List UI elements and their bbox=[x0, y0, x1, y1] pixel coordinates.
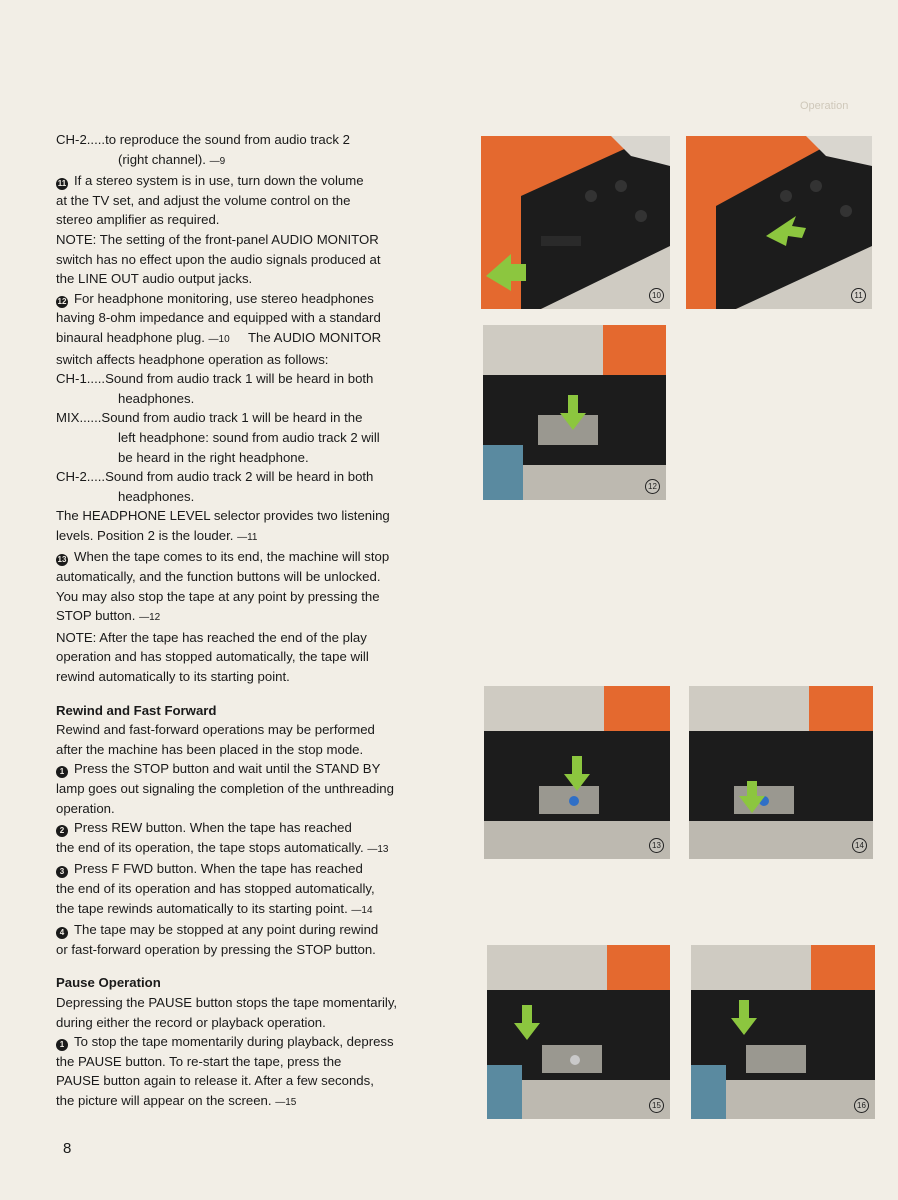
section-heading-pause: Pause Operation bbox=[56, 975, 161, 991]
step-bullet: 13 bbox=[57, 555, 67, 565]
bleed-through-text: Operation bbox=[800, 100, 849, 112]
text-line: 2 Press REW button. When the tape has reached bbox=[56, 818, 466, 838]
photo-number: 15 bbox=[649, 1098, 664, 1113]
text-line: the picture will appear on the screen. —15 bbox=[56, 1092, 297, 1108]
text-line: be heard in the right headphone. bbox=[118, 449, 309, 465]
page-number: 8 bbox=[63, 1140, 72, 1157]
photo-number: 10 bbox=[649, 288, 664, 303]
step-bullet: 11 bbox=[57, 179, 67, 189]
text-line: the tape rewinds automatically to its starting point. —14 bbox=[56, 900, 373, 916]
text-line: PAUSE button again to release it. After a few seconds, bbox=[56, 1073, 374, 1089]
text-line: switch has no effect upon the audio signals produced at bbox=[56, 251, 381, 267]
photo-16 bbox=[691, 945, 875, 1119]
photo-number: 13 bbox=[649, 838, 664, 853]
text-line: 4 The tape may be stopped at any point during rewind bbox=[56, 920, 466, 940]
text-line: 12 For headphone monitoring, use stereo headphones bbox=[57, 290, 374, 306]
text-line: binaural headphone plug. —10 The AUDIO MONITOR bbox=[56, 329, 382, 345]
step-bullet: 1 bbox=[56, 766, 68, 778]
text-line: levels. Position 2 is the louder. —11 bbox=[56, 527, 258, 543]
step-bullet: 4 bbox=[56, 927, 68, 939]
text-line: (right channel). —9 bbox=[118, 151, 226, 167]
text-line: the end of its operation and has stopped automatically, bbox=[56, 880, 375, 896]
text-line: left headphone: sound from audio track 2 will bbox=[118, 429, 380, 445]
text-line: or fast-forward operation by pressing the STOP button. bbox=[56, 941, 376, 957]
text-line: at the TV set, and adjust the volume control on the bbox=[56, 192, 351, 208]
photo-number: 14 bbox=[852, 838, 867, 853]
photo-15 bbox=[487, 945, 670, 1119]
photo-12 bbox=[483, 325, 666, 500]
step-bullet: 2 bbox=[56, 825, 68, 837]
instruction-column bbox=[56, 130, 466, 1113]
text-line: STOP button. —12 bbox=[56, 608, 161, 624]
text-line: 1 Press the STOP button and wait until the STAND BY bbox=[56, 759, 466, 779]
text-line: having 8-ohm impedance and equipped with a standard bbox=[56, 310, 381, 326]
text-line: the end of its operation, the tape stops automatically. —13 bbox=[56, 839, 389, 855]
photo-number: 11 bbox=[851, 288, 866, 303]
photo-number: 16 bbox=[854, 1098, 869, 1113]
section-heading-rewind: Rewind and Fast Forward bbox=[56, 702, 217, 718]
text-line: CH-2.....Sound from audio track 2 will be heard in both bbox=[56, 469, 374, 485]
text-line: after the machine has been placed in the stop mode. bbox=[56, 741, 364, 757]
photo-number: 12 bbox=[645, 479, 660, 494]
text-line: 3 Press F FWD button. When the tape has reached bbox=[56, 859, 466, 879]
text-line: Depressing the PAUSE button stops the tape momentarily, bbox=[56, 994, 398, 1010]
step-bullet: 1 bbox=[56, 1039, 68, 1051]
text-line: You may also stop the tape at any point by pressing the bbox=[56, 588, 380, 604]
text-line: automatically, and the function buttons will be unlocked. bbox=[56, 569, 381, 585]
text-line: switch affects headphone operation as follows: bbox=[56, 351, 329, 367]
text-line: headphones. bbox=[118, 390, 195, 406]
text-line: CH-2.....to reproduce the sound from audio track 2 bbox=[56, 132, 350, 147]
photo-14 bbox=[689, 686, 873, 859]
photo-11 bbox=[686, 136, 872, 309]
text-line: the PAUSE button. To re-start the tape, press the bbox=[56, 1053, 342, 1069]
text-line: NOTE: The setting of the front-panel AUDIO MONITOR bbox=[56, 231, 379, 247]
text-line: Rewind and fast-forward operations may be performed bbox=[56, 722, 375, 738]
text-line: the LINE OUT audio output jacks. bbox=[56, 271, 253, 287]
text-line: stereo amplifier as required. bbox=[56, 212, 220, 228]
photo-13 bbox=[484, 686, 670, 859]
text-line: The HEADPHONE LEVEL selector provides two listening bbox=[56, 508, 390, 524]
text-line: rewind automatically to its starting point. bbox=[56, 669, 290, 685]
text-line: headphones. bbox=[118, 488, 195, 504]
text-line: 1 To stop the tape momentarily during playback, depress bbox=[56, 1032, 466, 1052]
text-line: during either the record or playback operation. bbox=[56, 1014, 326, 1030]
text-line: operation. bbox=[56, 800, 115, 816]
text-line: NOTE: After the tape has reached the end of the play bbox=[56, 629, 367, 645]
text-line: 13 When the tape comes to its end, the machine will stop bbox=[57, 549, 390, 565]
text-line: 11 If a stereo system is in use, turn down the volume bbox=[57, 173, 364, 189]
text-line: MIX......Sound from audio track 1 will be heard in the bbox=[56, 410, 363, 426]
text-line: operation and has stopped automatically, the tape will bbox=[56, 649, 369, 665]
step-bullet: 3 bbox=[56, 866, 68, 878]
photo-10 bbox=[481, 136, 670, 309]
step-bullet: 12 bbox=[57, 296, 67, 306]
text-line: CH-1.....Sound from audio track 1 will be heard in both bbox=[56, 371, 374, 387]
text-line: lamp goes out signaling the completion of the unthreading bbox=[56, 781, 394, 796]
